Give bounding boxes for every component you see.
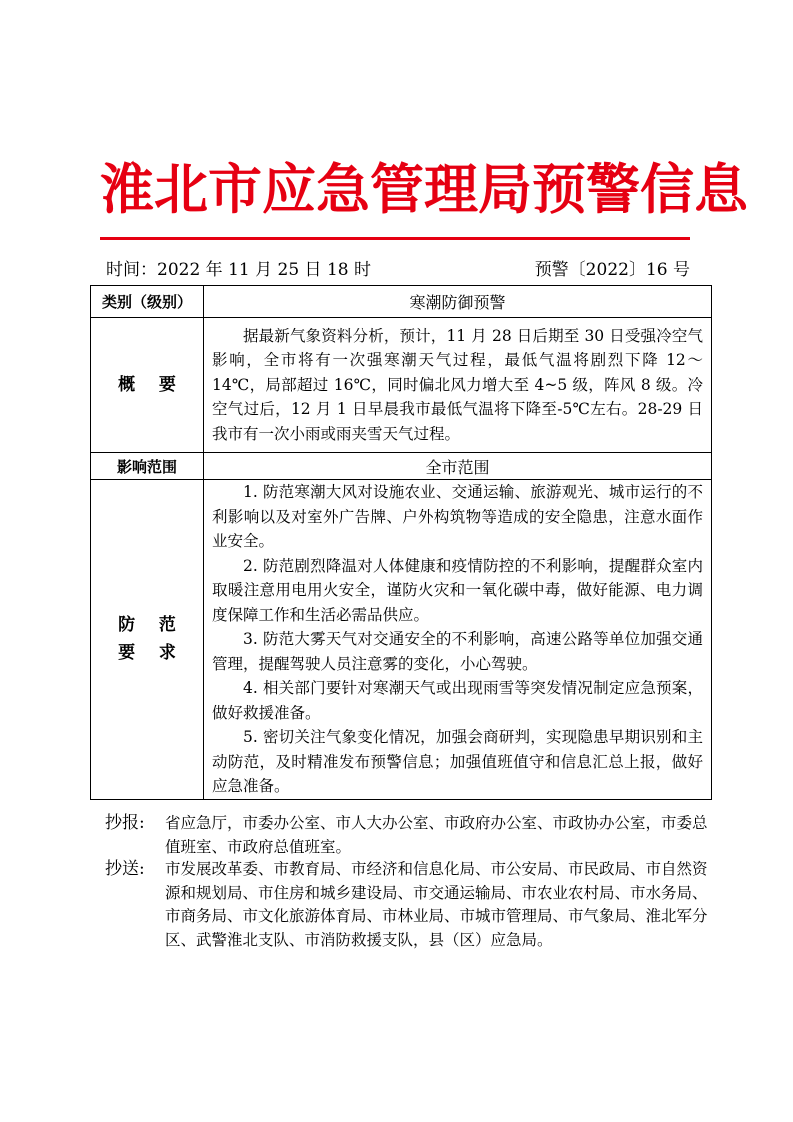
requirements-label-line2: 要 求	[118, 643, 176, 664]
requirement-item: 2. 防范剧烈降温对人体健康和疫情防控的不利影响，提醒群众室内取暖注意用电用火安全，谨防火灾和一氧化碳中毒，做好能源、电力调度保障工作和生活必需品供应。	[212, 556, 703, 624]
report-to-section	[105, 812, 715, 859]
requirements-label-line1: 防 范	[118, 615, 176, 636]
meta-row	[100, 258, 690, 282]
report-text: 省应急厅，市委办公室、市人大办公室、市政府办公室、市政协办公室，市委总值班室、市政府总值班室。	[165, 814, 708, 856]
document-number: 预警〔2022〕16 号	[534, 260, 690, 280]
issue-time: 时间：2022 年 11 月 25 日 18 时	[106, 260, 371, 280]
document-title: 淮北市应急管理局预警信息	[100, 158, 748, 221]
scope-row	[91, 453, 712, 480]
category-label: 类别（级别）	[91, 286, 204, 318]
scope-label: 影响范围	[91, 453, 204, 480]
requirement-item: 4. 相关部门要针对寒潮天气或出现雨雪等突发情况制定应急预案，做好救援准备。	[212, 679, 703, 722]
requirement-item: 1. 防范寒潮大风对设施农业、交通运输、旅游观光、城市运行的不利影响以及对室外广告牌、户外构筑物等造成的安全隐患，注意水面作业安全。	[212, 483, 703, 550]
scope-value: 全市范围	[204, 453, 712, 480]
send-label: 抄送:	[105, 859, 145, 879]
requirements-row	[91, 480, 712, 800]
category-value: 寒潮防御预警	[204, 286, 712, 318]
category-row	[91, 286, 712, 318]
requirement-item: 5. 密切关注气象变化情况，加强会商研判，实现隐患早期识别和主动防范，及时精准发布预警信息；加强值班值守和信息汇总上报，做好应急准备。	[212, 728, 703, 795]
warning-table	[90, 285, 712, 800]
send-text: 市发展改革委、市教育局、市经济和信息化局、市公安局、市民政局、市自然资源和规划局、市住房和城乡建设局、市交通运输局、市农业农村局、市水务局、市商务局、市文化旅游体育局、市林业局、市城市管理局、市气象局、淮北军分区、武警淮北支队、市消防救援支队，县（区）应急局。	[165, 860, 708, 949]
summary-row	[91, 318, 712, 453]
summary-label: 概 要	[118, 375, 176, 395]
report-label: 抄报:	[105, 813, 145, 833]
requirement-item: 3. 防范大雾天气对交通安全的不利影响，高速公路等单位加强交通管理，提醒驾驶人员注意雾的变化，小心驾驶。	[212, 630, 703, 673]
summary-text: 据最新气象资料分析，预计，11 月 28 日后期至 30 日受强冷空气影响，全市将有一次强寒潮天气过程，最低气温将剧烈下降 12～14℃，局部超过 16℃，同时偏北风力增大至 4~5 级，阵风 8 级。冷空气过后，12 月 1 日早晨我市最低气温将下降至-5℃左右。28-29 日我市有一次小雨或雨夹雪天气过程。	[212, 326, 703, 443]
title-divider	[100, 237, 690, 240]
send-to-section	[105, 858, 715, 952]
